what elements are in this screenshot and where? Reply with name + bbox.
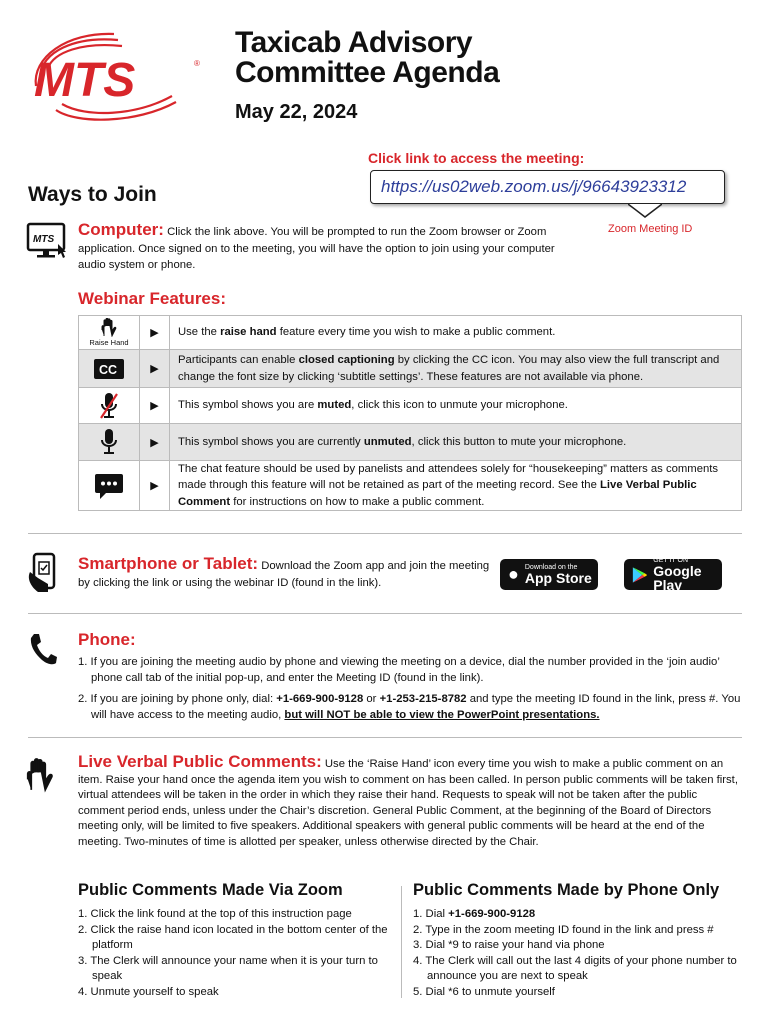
computer-text: Click the link above. You will be prompted to run the Zoom browser or Zoom application. Once signed on to the meeting, you will have the option to join using your computer audio system or phone. bbox=[78, 226, 555, 271]
smartphone-text: Download the Zoom app and join the meeting by clicking the link or using the webinar ID (found in the link). bbox=[78, 560, 490, 589]
smartphone-title: Smartphone or Tablet: bbox=[78, 554, 259, 573]
link-pointer-callout bbox=[628, 204, 662, 218]
computer-monitor-icon bbox=[26, 222, 70, 260]
zoom-comments-column bbox=[78, 881, 398, 1001]
arrow-icon: ▶ bbox=[140, 424, 170, 460]
feature-row-muted bbox=[78, 388, 742, 424]
google-play-button[interactable]: GET IT ON Google Play bbox=[624, 559, 722, 590]
svg-text:CC: CC bbox=[99, 362, 118, 377]
list-item: 2. Click the raise hand icon located in the bottom center of the platform bbox=[78, 923, 388, 952]
zoom-meeting-link[interactable]: https://us02web.zoom.us/j/96643923312 bbox=[370, 170, 725, 204]
svg-text:MTS: MTS bbox=[34, 54, 136, 107]
feature-row-chat bbox=[78, 461, 742, 511]
webinar-features-heading: Webinar Features: bbox=[78, 289, 227, 308]
live-comments-section bbox=[78, 754, 738, 851]
ways-to-join-heading: Ways to Join bbox=[28, 183, 157, 206]
mts-logo bbox=[26, 28, 206, 128]
webinar-features-table bbox=[78, 315, 742, 511]
section-divider bbox=[28, 613, 742, 614]
phone-comments-heading: Public Comments Made by Phone Only bbox=[413, 881, 720, 899]
phone-comments-column bbox=[413, 881, 743, 1001]
zoom-comments-heading: Public Comments Made Via Zoom bbox=[78, 881, 343, 899]
feature-text: Participants can enable closed captioning by clicking the CC icon. You may also view the full transcript and change the font size by clicking ‘subtitle settings’. These features are not available via phone. bbox=[178, 354, 720, 383]
page-title: Taxicab Advisory Committee Agenda bbox=[235, 26, 500, 89]
arrow-icon: ▶ bbox=[140, 350, 170, 387]
list-item: 1. Click the link found at the top of this instruction page bbox=[78, 908, 352, 920]
google-play-icon bbox=[632, 565, 647, 585]
app-store-button[interactable]: ● Download on the App Store bbox=[500, 559, 598, 590]
apple-icon: ● bbox=[508, 564, 519, 584]
feature-row-unmuted bbox=[78, 424, 742, 461]
feature-text: This symbol shows you are currently unmuted, click this button to mute your microphone. bbox=[178, 435, 627, 448]
computer-section bbox=[78, 222, 558, 274]
click-link-label: Click link to access the meeting: bbox=[368, 150, 585, 166]
list-item: 2. Type in the zoom meeting ID found in the link and press # bbox=[413, 923, 714, 936]
feature-text: The chat feature should be used by panelists and attendees solely for “housekeeping” matters as comments made through this feature will not be retained as part of the meeting record. See the Live Verbal Public Comment for instructions on how to make a public comment. bbox=[178, 462, 719, 508]
list-item: 1. Dial +1-669-900-9128 bbox=[413, 908, 536, 920]
feature-row-closed-captioning bbox=[78, 350, 742, 388]
raise-hand-caption: Raise Hand bbox=[89, 338, 129, 347]
list-item: 5. Dial *6 to unmute yourself bbox=[413, 985, 555, 998]
smartphone-section bbox=[78, 556, 498, 591]
phone-title: Phone: bbox=[78, 630, 136, 649]
svg-text:MTS: MTS bbox=[33, 234, 55, 245]
list-item: 4. Unmute yourself to speak bbox=[78, 985, 219, 998]
phone-item-1: 1. If you are joining the meeting audio by phone and viewing the meeting on a device, dial the number provided in the ‘join audio’ phone call tab of the initial pop-up, and enter the Meeting ID (found in the link). bbox=[78, 656, 720, 684]
svg-text:®: ® bbox=[194, 59, 200, 68]
live-comments-title: Live Verbal Public Comments: bbox=[78, 752, 322, 771]
computer-title: Computer: bbox=[78, 220, 164, 239]
raise-hand-icon bbox=[26, 756, 54, 794]
arrow-icon: ▶ bbox=[140, 316, 170, 349]
column-divider bbox=[401, 886, 402, 998]
microphone-icon bbox=[98, 427, 120, 457]
phone-handset-icon bbox=[28, 632, 58, 666]
live-comments-text: Use the ‘Raise Hand’ icon every time you wish to make a public comment on an item. Raise your hand once the agenda item you wish to comment on has been called. In person public comments will be taken first, virtual attendees will be taken in the order in which they raise their hand. Requests to speak will not be taken after the public comment period ends, unless under the Chair’s discretion. General Public Comment, at the beginning of the Board of Directors meeting only, will be limited to five speakers. Additional speakers with general public comments will be heard at the end of the meeting. Two-minutes of time is allotted per speaker, unless otherwise directed by the Chair. bbox=[78, 758, 738, 848]
raise-hand-icon bbox=[101, 318, 117, 337]
feature-text: This symbol shows you are muted, click this icon to unmute your microphone. bbox=[178, 399, 568, 412]
feature-text: Use the raise hand feature every time you wish to make a public comment. bbox=[178, 326, 556, 339]
list-item: 4. The Clerk will call out the last 4 digits of your phone number to announce you are next to speak bbox=[413, 954, 737, 983]
phone-section bbox=[78, 630, 742, 728]
phone-item-2: 2. If you are joining by phone only, dial: +1-669-900-9128 or +1-253-215-8782 and type the meeting ID found in the link, press #. You will have access to the meeting audio, but will NOT be able to view the PowerPoint presentations. bbox=[78, 693, 741, 721]
arrow-icon: ▶ bbox=[140, 461, 170, 510]
smartphone-icon bbox=[26, 552, 62, 594]
meeting-date: May 22, 2024 bbox=[235, 101, 358, 123]
closed-caption-icon bbox=[94, 359, 124, 379]
zoom-meeting-id-label: Zoom Meeting ID bbox=[608, 223, 693, 235]
list-item: 3. The Clerk will announce your name when it is your turn to speak bbox=[78, 954, 378, 983]
section-divider bbox=[28, 533, 742, 534]
arrow-icon: ▶ bbox=[140, 388, 170, 423]
muted-microphone-icon bbox=[98, 391, 120, 421]
list-item: 3. Dial *9 to raise your hand via phone bbox=[413, 939, 605, 952]
feature-row-raise-hand bbox=[78, 316, 742, 350]
chat-icon bbox=[94, 472, 124, 500]
section-divider bbox=[28, 737, 742, 738]
